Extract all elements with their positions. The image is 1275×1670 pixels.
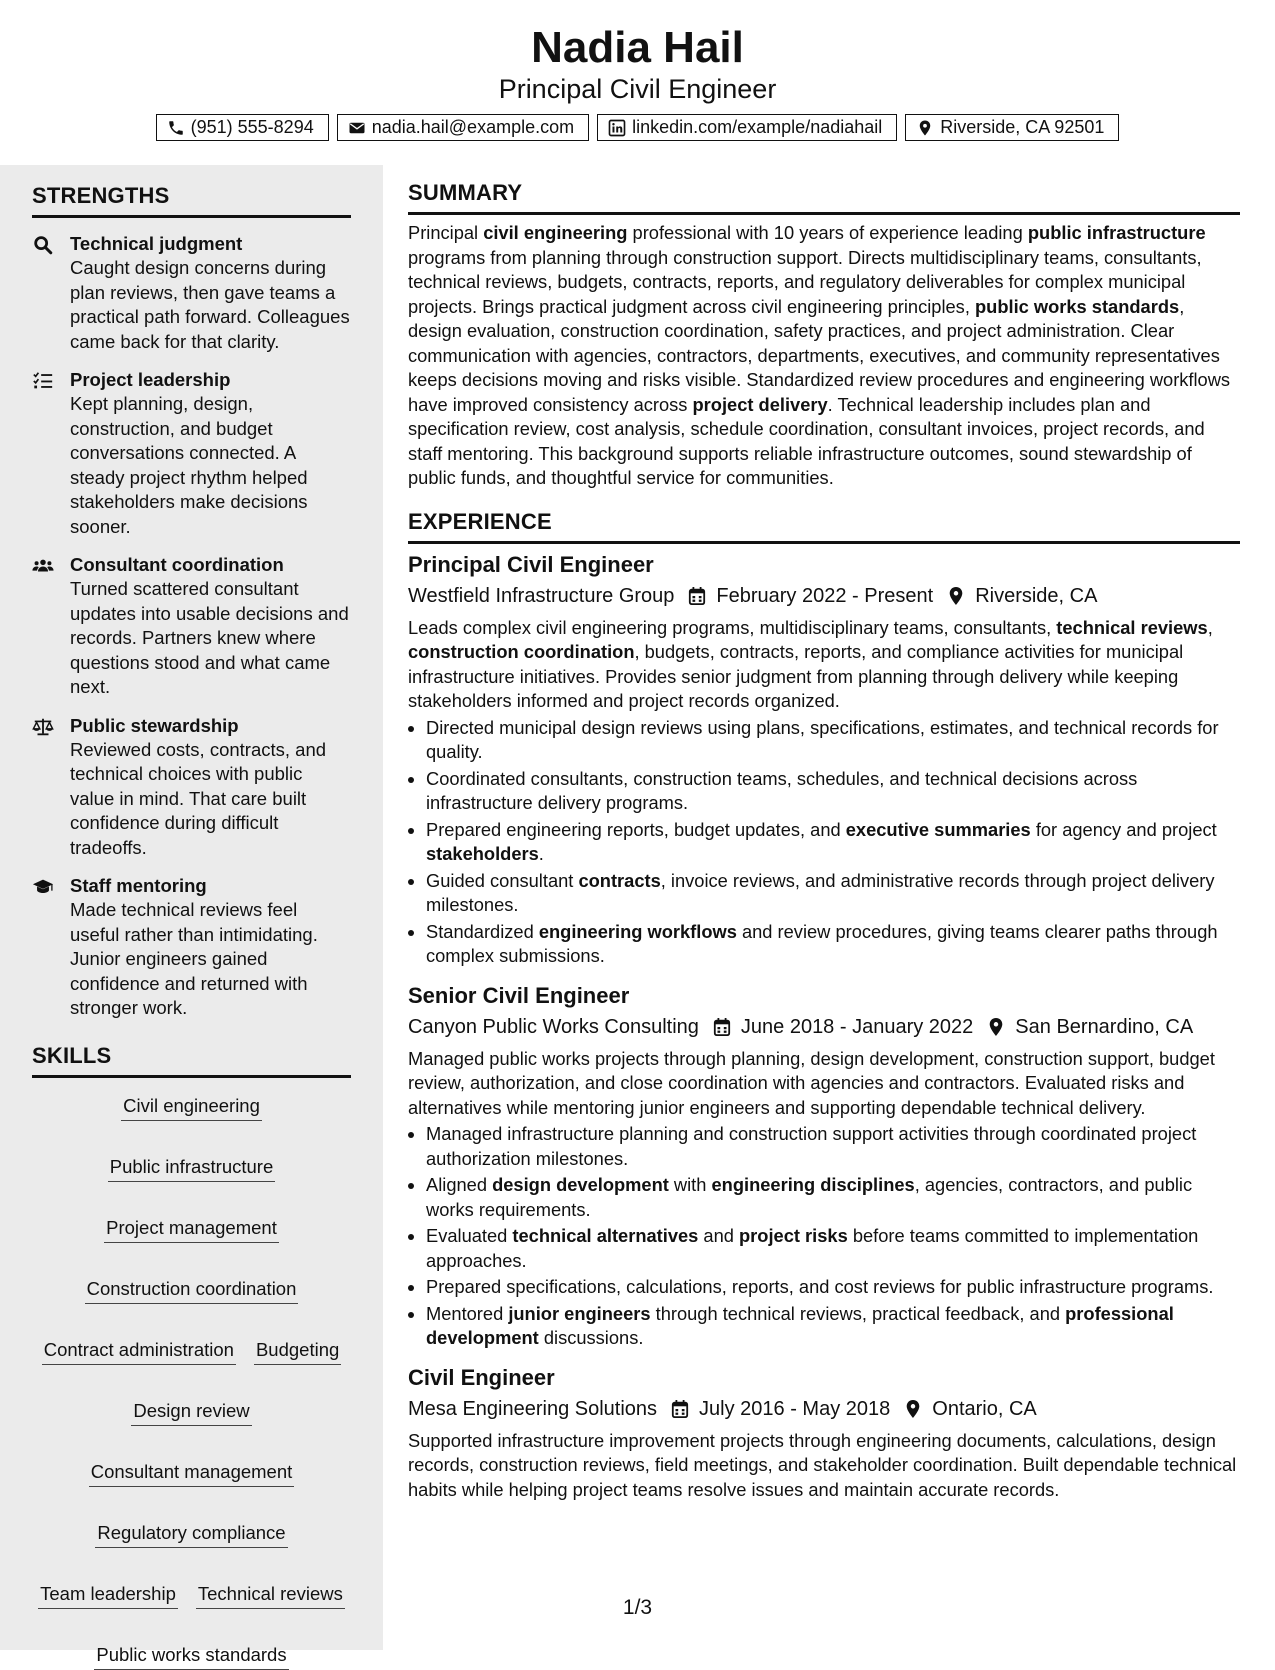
skill-tag: Public infrastructure [108, 1155, 275, 1182]
strength-item [32, 714, 351, 861]
skill-tag: Technical reviews [196, 1582, 345, 1609]
bold-keyword: contracts [578, 869, 661, 891]
map-pin-icon [916, 119, 934, 137]
job-company: Canyon Public Works Consulting [408, 1015, 699, 1038]
main-column [408, 180, 1240, 1502]
summary-text [408, 221, 1240, 491]
skill-tag: Project management [104, 1216, 279, 1243]
job-title: Civil Engineer [408, 1364, 555, 1390]
contact-location-text: Riverside, CA 92501 [940, 117, 1105, 137]
map-pin-icon [973, 1017, 1015, 1037]
job-entry [408, 1363, 1240, 1503]
skill-tag: Budgeting [254, 1338, 341, 1365]
contact-location[interactable] [905, 114, 1119, 141]
calendar-icon [657, 1399, 699, 1419]
text-run: Standardized [426, 920, 539, 942]
job-location: Riverside, CA [975, 584, 1098, 607]
bullet-item [426, 1302, 1240, 1351]
experience-heading: EXPERIENCE [408, 509, 1240, 544]
contact-phone[interactable] [156, 114, 329, 141]
bold-keyword: construction coordination [408, 641, 635, 662]
job-description [408, 1429, 1240, 1503]
job-meta [408, 582, 1240, 610]
strength-item [32, 232, 351, 354]
strength-title: Technical judgment [70, 233, 243, 254]
bold-keyword: executive summaries [845, 818, 1031, 840]
envelope-icon [348, 119, 366, 137]
bold-keyword: engineering workflows [538, 920, 737, 942]
bold-keyword: project risks [739, 1225, 848, 1246]
strength-title: Staff mentoring [70, 875, 207, 896]
bold-keyword: project delivery [692, 393, 828, 415]
text-run: Principal [408, 222, 484, 243]
strength-desc: Caught design concerns during plan reviews, then gave teams a practical path forward. Colleagues came back for that clarity. [70, 257, 350, 352]
text-run: . Technical leadership includes plan and specification review, cost analysis, schedule coordination, consultant invoices, project records, and staff mentoring. This background supports reliable infrastructure outcomes, sound stewardship of public funds, and thoughtful service for communities. [408, 393, 1205, 488]
text-run: discussions. [538, 1327, 644, 1348]
sidebar [0, 165, 383, 1665]
page-number: 1/3 [622, 1596, 653, 1619]
bullet-item [426, 818, 1240, 867]
job-company: Mesa Engineering Solutions [408, 1397, 658, 1420]
bold-keyword: civil engineering [483, 222, 628, 243]
skills-list [32, 1092, 351, 1670]
bold-keyword: stakeholders [426, 843, 539, 864]
job-bullets [408, 1122, 1240, 1351]
text-run: , design evaluation, construction coordination, safety practices, and project administration. Clear communication with agencies, contractors, departments, executives, and community representatives keeps decisions moving and risks visible. Standardized review procedures and engineering workflows have improved consistency across [408, 295, 1231, 415]
text-run: and [698, 1225, 740, 1246]
strength-desc: Made technical reviews feel useful rather than intimidating. Junior engineers gained confidence and returned with stronger work. [70, 899, 318, 1018]
skill-tag: Consultant management [89, 1460, 295, 1487]
candidate-name: Nadia Hail [531, 23, 744, 72]
skill-tag: Contract administration [42, 1338, 236, 1365]
graduation-cap-icon [32, 876, 54, 898]
text-run: and review procedures, giving teams clearer paths through complex submissions. [426, 920, 1218, 966]
map-pin-icon [933, 586, 975, 606]
strength-desc: Kept planning, design, construction, and budget conversations connected. A steady project rhythm helped stakeholders make decisions sooner. [70, 393, 308, 537]
text-run: Managed infrastructure planning and construction support activities through coordinated project authorization milestones. [426, 1123, 1197, 1169]
contact-email-text: nadia.hail@example.com [371, 117, 575, 137]
summary-heading: SUMMARY [408, 180, 1240, 215]
bullet-item [426, 1224, 1240, 1273]
job-title: Senior Civil Engineer [408, 982, 630, 1008]
job-description [408, 616, 1240, 714]
bullet-item [426, 1173, 1240, 1222]
text-run: with [668, 1174, 712, 1195]
skill-tag: Team leadership [38, 1582, 178, 1609]
text-run: , budgets, contracts, reports, and compliance activities for municipal infrastructure initiatives. Provides senior judgment from planning through delivery while keeping stakeholders informed and project records organized. [408, 641, 1184, 711]
calendar-icon [674, 586, 716, 606]
strength-item [32, 874, 351, 1021]
phone-icon [167, 119, 185, 137]
job-location: Ontario, CA [932, 1397, 1037, 1420]
text-run: before teams committed to implementation approaches. [426, 1225, 1199, 1271]
text-run: , agencies, contractors, and public works requirements. [426, 1174, 1193, 1220]
bold-keyword: public infrastructure [1027, 222, 1206, 243]
text-run: Prepared engineering reports, budget updates, and [426, 818, 846, 840]
text-run: for agency and project [1030, 818, 1217, 840]
text-run: Prepared specifications, calculations, reports, and cost reviews for public infrastructure programs. [426, 1276, 1214, 1297]
text-run: Aligned [426, 1174, 493, 1195]
balance-scale-icon [32, 716, 54, 738]
candidate-title: Principal Civil Engineer [498, 74, 777, 104]
text-run: programs from planning through construction support. Directs multidisciplinary teams, consultants, technical reviews, budgets, contracts, reports, and regulatory deliverables for complex municipal projects. Brings practical judgment across civil engineering principles, [408, 246, 1202, 317]
bullet-item [426, 767, 1240, 816]
text-run: Directed municipal design reviews using plans, specifications, estimates, and technical records for quality. [426, 716, 1219, 762]
magnifier-icon [32, 234, 54, 256]
skill-tag: Public works standards [94, 1643, 288, 1670]
contact-bar [0, 114, 1275, 141]
strength-title: Consultant coordination [70, 554, 284, 575]
contact-linkedin[interactable] [597, 114, 897, 141]
skills-heading: SKILLS [32, 1043, 351, 1078]
strength-title: Project leadership [70, 369, 231, 390]
job-bullets [408, 716, 1240, 969]
text-run: Supported infrastructure improvement projects through engineering documents, calculations, design records, construction reviews, field meetings, and stakeholder coordination. Built dependable technical habits while helping project teams resolve issues and maintain accurate records. [408, 1429, 1237, 1500]
job-meta [408, 1013, 1240, 1041]
job-dates: June 2018 - January 2022 [740, 1015, 974, 1038]
bullet-item [426, 1275, 1240, 1300]
job-dates: February 2022 - Present [716, 584, 934, 607]
bold-keyword: design development [492, 1174, 669, 1195]
contact-email[interactable] [337, 114, 589, 141]
resume-header [0, 0, 1275, 165]
text-run: professional with 10 years of experience leading [627, 222, 1028, 243]
text-run: , invoice reviews, and administrative records through project delivery milestones. [426, 869, 1215, 915]
bullet-item [426, 1122, 1240, 1171]
strength-title: Public stewardship [70, 714, 239, 736]
bold-keyword: technical reviews [1056, 616, 1208, 638]
skill-tag: Design review [131, 1399, 251, 1426]
strength-desc: Turned scattered consultant updates into usable decisions and records. Partners knew where questions stood and what came next. [70, 578, 349, 697]
bullet-item [426, 869, 1240, 918]
bold-keyword: engineering disciplines [711, 1174, 915, 1195]
text-run: Evaluated [426, 1225, 513, 1246]
job-dates: July 2016 - May 2018 [699, 1397, 891, 1420]
job-location: San Bernardino, CA [1015, 1015, 1194, 1038]
job-meta [408, 1395, 1240, 1423]
linkedin-icon [608, 119, 626, 137]
text-run: Mentored [426, 1302, 509, 1324]
bullet-item [426, 716, 1240, 765]
job-entry [408, 550, 1240, 969]
bold-keyword: junior engineers [508, 1302, 651, 1324]
people-group-icon [32, 555, 54, 577]
text-run: Coordinated consultants, construction teams, schedules, and technical decisions across infrastructure delivery programs. [426, 767, 1138, 813]
skill-tag: Civil engineering [121, 1094, 262, 1121]
bold-keyword: professional development [426, 1302, 1174, 1348]
map-pin-icon [890, 1399, 932, 1419]
checklist-icon [32, 370, 54, 392]
calendar-icon [699, 1017, 741, 1037]
contact-linkedin-text: linkedin.com/example/nadiahail [632, 117, 883, 137]
job-company: Westfield Infrastructure Group [408, 584, 675, 607]
strengths-heading: STRENGTHS [32, 183, 351, 218]
skill-tag: Regulatory compliance [95, 1521, 287, 1548]
job-description [408, 1047, 1240, 1121]
bullet-item [426, 920, 1240, 969]
text-run: , [1207, 616, 1213, 638]
strength-item [32, 368, 351, 539]
text-run: Leads complex civil engineering programs, multidisciplinary teams, consultants, [408, 616, 1057, 638]
bold-keyword: technical alternatives [512, 1225, 699, 1246]
skill-tag: Construction coordination [85, 1277, 299, 1304]
job-entry [408, 981, 1240, 1351]
text-run: Guided consultant [426, 869, 579, 891]
strength-desc: Reviewed costs, contracts, and technical choices with public value in mind. That care built confidence during difficult tradeoffs. [70, 738, 327, 858]
contact-phone-text: (951) 555-8294 [190, 117, 314, 137]
text-run: . [538, 843, 544, 864]
text-run: through technical reviews, practical feedback, and [650, 1302, 1066, 1324]
job-title: Principal Civil Engineer [408, 551, 654, 577]
strength-item [32, 553, 351, 700]
text-run: Managed public works projects through planning, design development, construction support, budget review, authorization, and close coordination with agencies and contractors. Evaluated risks and alternatives while mentoring junior engineers and supporting dependable technical delivery. [408, 1047, 1215, 1118]
bold-keyword: public works standards [974, 295, 1180, 317]
